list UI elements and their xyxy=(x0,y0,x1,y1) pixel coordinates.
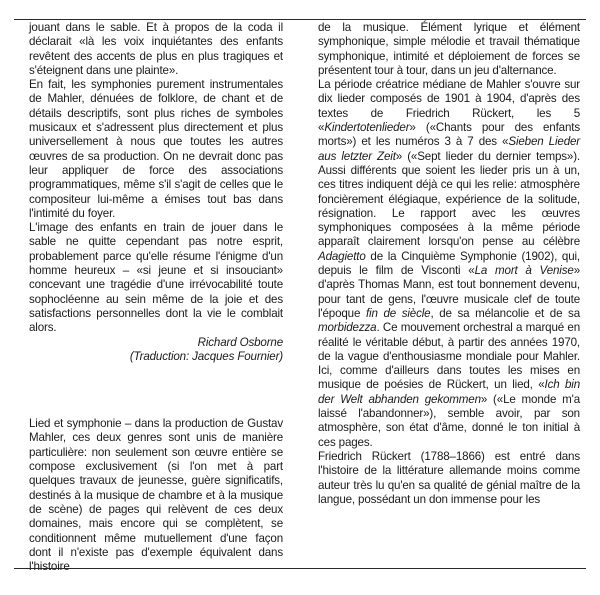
text-span: de la Cinquième Symphonie (1902), qui, depuis le film de Visconti « xyxy=(318,249,580,278)
text-span: » («Sept lieder du dernier temps»). Aussi différents que soient les lieder pris un à un, ces titres indiquent déjà ce qui les relie: atmosphère foncièrement élégiaque, expérience de la solitude, résignation. Le rapport avec les œuvres symphoniques composées à la même période apparaît clairement lorsqu'on pense au célèbre xyxy=(318,149,580,249)
paragraph: de la musique. Élément lyrique et élément symphonique, simple mélodie et travail thématique symphonique, intimité et déploiement de forces se présentent tour à tour, dans un jeu d'alternance. xyxy=(318,21,580,77)
paragraph: En fait, les symphonies purement instrumentales de Mahler, dénuées de folklore, de chant et de détails descriptifs, sont plus riches de symboles musicaux et s'adressent plus directement et plus universellement à nous que toutes les autres œuvres de sa production. On ne devrait donc pas leur appliquer de force des associations programmatiques, même s'il s'agit de celles que le compositeur lui-même a émises tout bas dans l'intimité du foyer. xyxy=(29,78,283,220)
work-title: Ich bin der Welt abhanden gekommen xyxy=(318,378,581,406)
paragraph: L'image des enfants en train de jouer dans le sable ne quitte cependant pas notre esprit, probablement parce qu'elle résume l'énigme d'un homme heureux – «si jeune et si insouciant» concevant une tragédie d'une irrévocabilité toute sophocléenne au sein même de la joie et des satisfactions personnelles dont la vie le comblait alors. xyxy=(29,221,283,335)
paragraph: Lied et symphonie – dans la production de Gustav Mahler, ces deux genres sont unis de manière particulière: non seulement son œuvre entière se compose exclusivement (si l'on met à part quelques travaux de jeunesse, guère significatifs, destinés à la musique de chambre et à la musique de scène) de pages qui relèvent de ces deux domaines, mais encore qui se complètent, se conditionnent même mutuellement d'une façon dont il n'existe pas d'exemple équivalent dans l'histoire xyxy=(29,417,283,574)
text-span: » («Chants pour des enfants morts») et les numéros 3 à 7 des « xyxy=(318,121,580,149)
text-span: , de sa mélancolie et de sa xyxy=(430,306,580,320)
section-gap xyxy=(29,364,283,417)
paragraph: jouant dans le sable. Et à propos de la coda il déclarait «là les voix inquiétantes des enfants revêtent des accents de plus en plus tragiques et s'éteignent dans une plainte». xyxy=(29,21,283,77)
emphasis: morbidezza xyxy=(318,321,377,335)
paragraph: Friedrich Rückert (1788–1866) est entré dans l'histoire de la littérature allemande moins comme auteur très lu qu'en sa qualité de génial maître de la langue, possédant un don immense pour les xyxy=(318,449,580,506)
text-span: » («Le monde m'a laissé l'abandonner»), semble avoir, par son atmosphère, son état d'âme, donné le ton initial à ces pages. xyxy=(318,392,580,449)
work-title: Kindertotenlieder xyxy=(324,121,410,135)
left-column xyxy=(29,21,283,574)
work-title: Sieben Lieder aus letzter Zeit xyxy=(318,135,580,163)
paragraph xyxy=(318,78,580,450)
signature-translation: (Traduction: Jacques Fournier) xyxy=(129,349,283,363)
text-span: . Ce mouvement orchestral a marqué en réalité le véritable début, à partir des années 1970, de la vague d'enthousiasme mondiale pour Mahler. Ici, comme d'ailleurs dans toutes les mises en musique de poésies de Rückert, un lied, « xyxy=(318,321,580,392)
right-column xyxy=(318,21,580,507)
top-rule xyxy=(14,19,586,20)
work-title: Adagietto xyxy=(318,249,366,263)
bottom-rule xyxy=(14,568,586,569)
text-span: La période créatrice médiane de Mahler s'ouvre sur dix lieder composés de 1901 à 1904, d'après des textes de Friedrich Rückert, les 5 « xyxy=(318,78,580,135)
signature-author: Richard Osborne xyxy=(197,335,283,349)
text-span: » d'après Thomas Mann, est tout bonnement devenu, pour tant de gens, l'œuvre musicale clef de toute l'époque xyxy=(318,264,580,320)
emphasis: fin de siècle xyxy=(365,306,431,320)
work-title: La mort à Venise xyxy=(474,264,574,278)
